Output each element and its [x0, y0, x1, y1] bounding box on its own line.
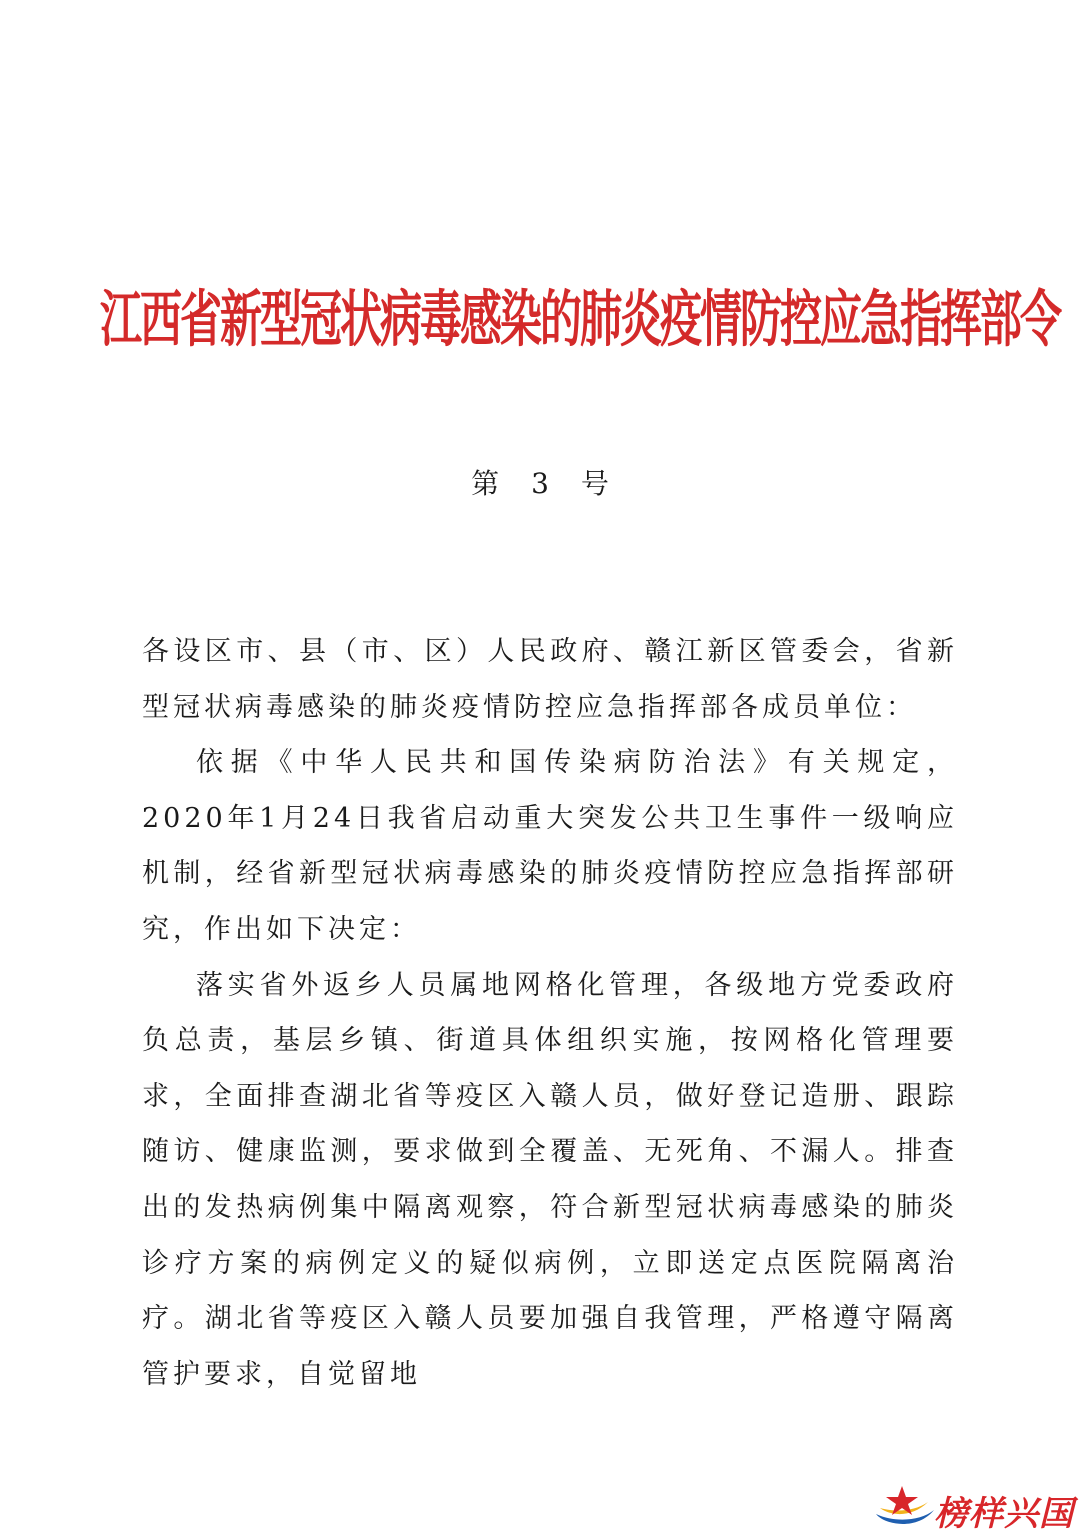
body-paragraph: 依据《中华人民共和国传染病防治法》有关规定，2020年1月24日我省启动重大突发公共卫生事件一级响应机制，经省新型冠状病毒感染的肺炎疫情防控应急指挥部研究，作出如下决定： — [142, 747, 958, 945]
body-paragraph: 落实省外返乡人员属地网格化管理，各级地方党委政府负总责，基层乡镇、街道具体组织实施，按网格化管理要求，全面排查湖北省等疫区入赣人员，做好登记造册、跟踪随访、健康监测，要求做到全覆盖、无死角、不漏人。排查出的发热病例集中隔离观察，符合新型冠状病毒感染的肺炎诊疗方案的病例定义的疑似病例，立即送定点医院隔离治疗。湖北省等疫区入赣人员要加强自我管理，严格遵守隔离管护要求，自觉留地 — [142, 969, 958, 1390]
number-suffix: 号 — [580, 467, 609, 500]
document-body — [142, 624, 958, 1402]
watermark — [872, 1482, 1072, 1534]
number-value: 3 — [531, 467, 549, 500]
addressee-paragraph: 各设区市、县（市、区）人民政府、赣江新区管委会，省新型冠状病毒感染的肺炎疫情防控应急指挥部各成员单位： — [142, 636, 958, 723]
number-prefix: 第 — [471, 467, 500, 500]
star-wave-logo-icon — [872, 1484, 938, 1530]
watermark-text: 榜样兴国 — [934, 1494, 1074, 1534]
document-number — [0, 462, 1080, 502]
document-title: 江西省新型冠状病毒感染的肺炎疫情防控应急指挥部令 — [100, 283, 1061, 355]
